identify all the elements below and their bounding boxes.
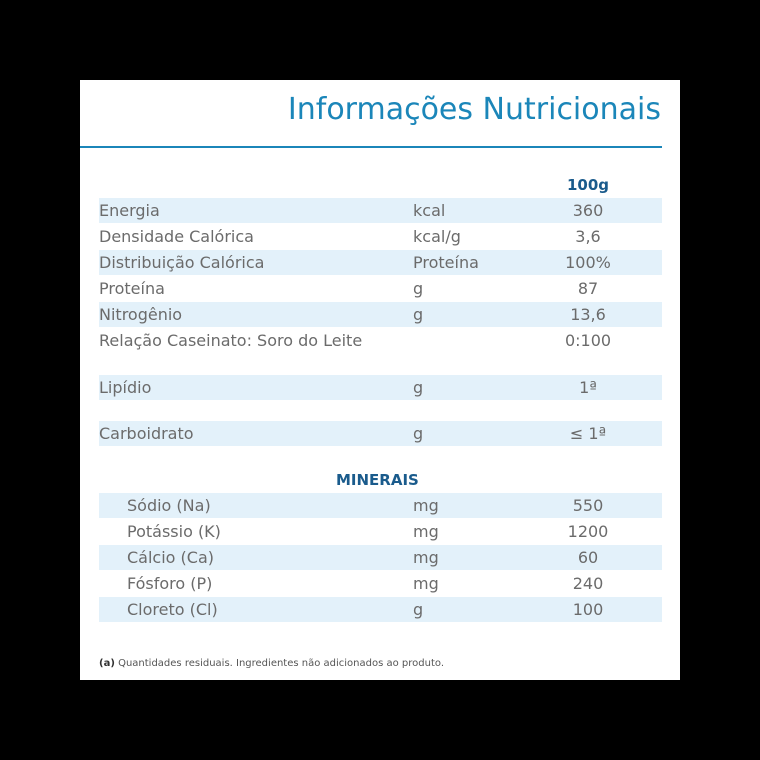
- row-value: 0:100: [564, 331, 612, 350]
- title-divider: [80, 146, 662, 148]
- row-value: 87: [577, 279, 599, 298]
- table-row: [99, 276, 662, 301]
- table-row: [99, 493, 662, 518]
- footnote-marker: (a): [99, 658, 115, 669]
- table-row: [99, 519, 662, 544]
- row-name: Fósforo (P): [127, 574, 213, 593]
- row-unit: mg: [413, 522, 439, 541]
- row-unit: g: [413, 600, 424, 619]
- row-unit: mg: [413, 496, 439, 515]
- table-row: [99, 597, 662, 622]
- row-value: 13,6: [570, 305, 606, 324]
- table-row: [99, 328, 662, 353]
- table-row: [99, 421, 662, 446]
- row-value: 1ª: [579, 378, 597, 397]
- row-name: Nitrogênio: [99, 305, 183, 324]
- row-value: 1200: [567, 522, 609, 541]
- row-name: Cloreto (Cl): [127, 600, 218, 619]
- column-header-100g: 100g: [567, 176, 610, 194]
- table-row: [99, 545, 662, 570]
- row-unit: g: [413, 305, 424, 324]
- row-unit: kcal: [413, 201, 446, 220]
- row-name: Potássio (K): [127, 522, 221, 541]
- row-unit: mg: [413, 548, 439, 567]
- table-row: [99, 375, 662, 400]
- row-unit: g: [413, 279, 424, 298]
- row-value: 550: [572, 496, 604, 515]
- row-value: ≤ 1ª: [569, 424, 607, 443]
- row-value: 100%: [565, 253, 611, 272]
- row-name: Relação Caseinato: Soro do Leite: [99, 331, 363, 350]
- row-value: 100: [572, 600, 604, 619]
- row-name: Cálcio (Ca): [127, 548, 214, 567]
- table-row: [99, 302, 662, 327]
- row-name: Sódio (Na): [127, 496, 211, 515]
- row-unit: mg: [413, 574, 439, 593]
- table-row: [99, 224, 662, 249]
- row-unit: g: [413, 424, 424, 443]
- row-value: 360: [572, 201, 604, 220]
- table-row: [99, 571, 662, 596]
- row-name: Energia: [99, 201, 160, 220]
- row-value: 240: [572, 574, 604, 593]
- row-unit: Proteína: [413, 253, 479, 272]
- row-value: 3,6: [575, 227, 601, 246]
- row-value: 60: [577, 548, 599, 567]
- table-row: [99, 250, 662, 275]
- minerals-header: MINERAIS: [336, 471, 419, 489]
- row-name: Proteína: [99, 279, 165, 298]
- nutrition-panel: [80, 80, 680, 680]
- row-unit: kcal/g: [413, 227, 461, 246]
- row-name: Densidade Calórica: [99, 227, 254, 246]
- footnote: [99, 658, 444, 669]
- row-name: Lipídio: [99, 378, 152, 397]
- table-row: [99, 198, 662, 223]
- page-title: Informações Nutricionais: [287, 92, 661, 127]
- footnote-text: Quantidades residuais. Ingredientes não adicionados ao produto.: [118, 658, 445, 669]
- row-unit: g: [413, 378, 424, 397]
- row-name: Carboidrato: [99, 424, 194, 443]
- row-name: Distribuição Calórica: [99, 253, 265, 272]
